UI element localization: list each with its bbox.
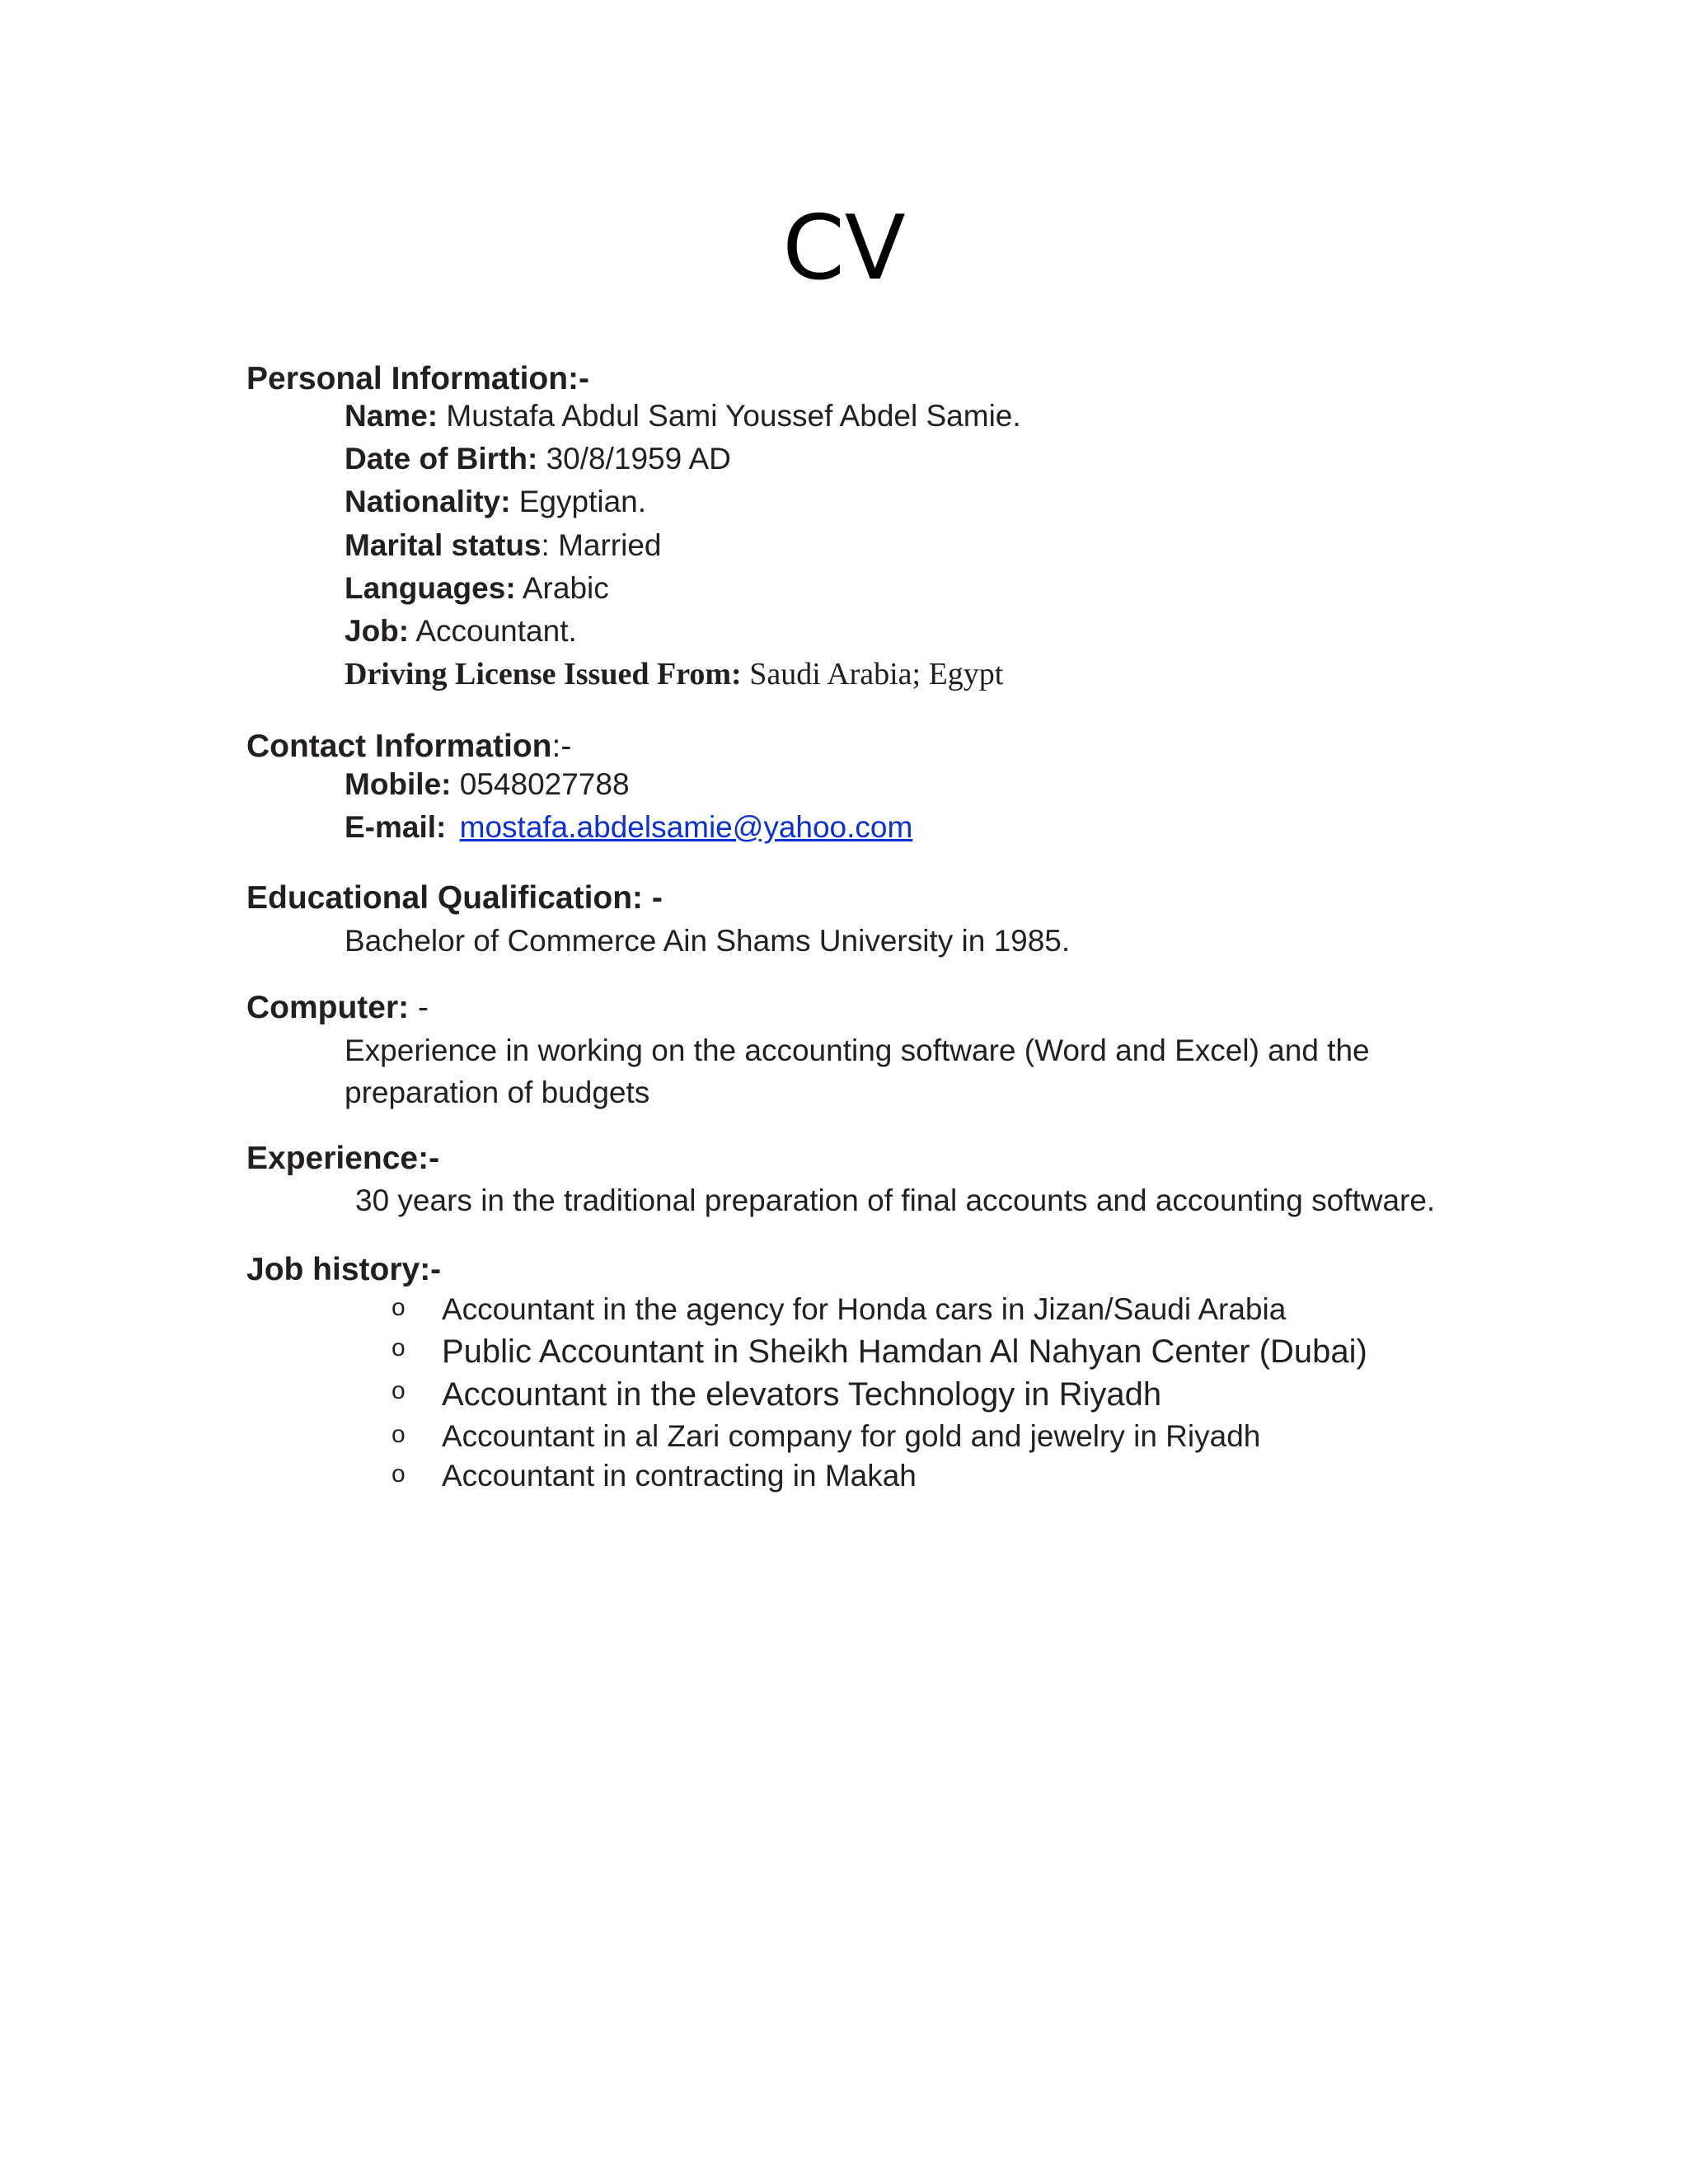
contact-heading-suffix: :- [551,729,572,764]
job-row [345,613,577,649]
marital-status-row [345,527,662,564]
education-text: Bachelor of Commerce Ain Shams University in 1985. [345,924,1071,958]
job-history-item-text: Accountant in the agency for Honda cars in Jizan/Saudi Arabia [442,1292,1287,1326]
bullet-icon: o [392,1377,406,1404]
contact-heading-text: Contact Information [246,729,552,764]
dob-label: Date of Birth: [345,442,538,476]
marital-status-label: Marital status [345,528,542,562]
name-label: Name: [345,399,438,433]
computer-heading-text: Computer: [246,990,410,1025]
languages-row [345,570,609,607]
mobile-value: 0548027788 [451,767,630,801]
dob-row [345,441,731,477]
marital-status-value: : Married [541,528,662,562]
job-history-item-text: Accountant in al Zari company for gold and jewelry in Riyadh [442,1419,1261,1453]
job-history-item-text: Accountant in the elevators Technology in Riyadh [442,1376,1162,1413]
job-history-item-text: Public Accountant in Sheikh Hamdan Al Nahyan Center (Dubai) [442,1333,1367,1370]
job-history-heading: Job history:- [246,1252,442,1287]
nationality-value: Egyptian. [510,485,647,518]
computer-text: Experience in working on the accounting software (Word and Excel) and the preparation of budgets [345,1033,1370,1109]
personal-info-heading: Personal Information:- [246,361,590,396]
dob-value: 30/8/1959 AD [537,442,731,476]
document-title: CV [782,197,906,300]
computer-heading [246,989,429,1028]
mobile-label: Mobile: [345,767,452,801]
name-row [345,398,1021,434]
job-label: Job: [345,614,410,648]
mobile-row [345,766,630,803]
contact-info-heading [246,728,571,766]
bullet-icon: o [392,1294,406,1321]
email-row [345,809,912,846]
nationality-row [345,484,646,520]
email-label: E-mail: [345,810,447,844]
driving-license-label: Driving License Issued From: [345,657,742,691]
education-heading: Educational Qualification: - [246,880,663,916]
languages-value: Arabic [515,571,609,605]
driving-license-row [345,656,1003,694]
experience-text: 30 years in the traditional preparation of final accounts and accounting software. [355,1183,1436,1217]
name-value: Mustafa Abdul Sami Youssef Abdel Samie. [438,399,1021,433]
email-link[interactable]: mostafa.abdelsamie@yahoo.com [459,810,913,844]
nationality-label: Nationality: [345,485,511,518]
computer-heading-suffix: - [409,990,429,1025]
bullet-icon: o [392,1421,406,1448]
driving-license-value: Saudi Arabia; Egypt [741,657,1004,691]
bullet-icon: o [392,1460,406,1488]
experience-heading: Experience:- [246,1141,440,1176]
job-history-item-text: Accountant in contracting in Makah [442,1459,917,1493]
job-value: Accountant. [409,614,577,648]
bullet-icon: o [392,1334,406,1361]
languages-label: Languages: [345,571,516,605]
